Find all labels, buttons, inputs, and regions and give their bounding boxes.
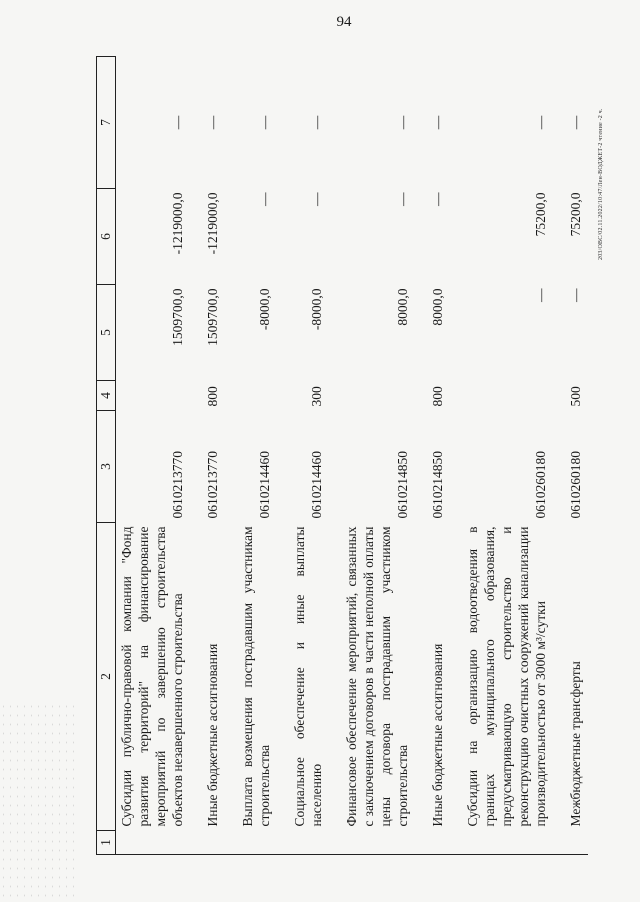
- row-number-cell: [450, 831, 553, 855]
- row-code-cell: 0610214850: [395, 451, 410, 519]
- table-row: [415, 57, 450, 855]
- row-type-cell: [225, 381, 277, 411]
- row-code-cell: 0610213770: [205, 451, 220, 519]
- header-col-4: 4: [97, 381, 116, 411]
- row-value-col7: —: [205, 115, 220, 130]
- budget-table: [96, 56, 588, 855]
- header-col-1: 1: [97, 831, 116, 855]
- table-row: [116, 57, 191, 855]
- row-value-col6: —: [309, 192, 324, 206]
- row-value-col5: 8000,0: [395, 288, 410, 326]
- table-row: [450, 57, 553, 855]
- rotated-table-wrapper: [96, 57, 583, 855]
- row-name-cell: Выплата возмещения пострадавшим участникам строительства: [240, 526, 272, 827]
- row-value-col7: —: [395, 115, 410, 130]
- row-type-cell: 300: [309, 386, 324, 407]
- row-value-col5: 8000,0: [430, 288, 445, 326]
- row-value-col5: -8000,0: [257, 288, 272, 331]
- row-type-cell: 800: [430, 386, 445, 407]
- row-value-col6: 75200,0: [533, 192, 548, 237]
- table-row: [329, 57, 415, 855]
- row-value-col5: —: [568, 288, 583, 302]
- header-col-2: 2: [97, 523, 116, 831]
- table-row: [553, 57, 588, 855]
- table-row: [190, 57, 225, 855]
- document-footer-code: 203/ОВС/02.11.2022/10:47/Лен-ВОДЖЕТ-2 чтение -2 ч.: [598, 108, 604, 260]
- row-code-cell: 0610213770: [170, 451, 185, 519]
- row-number-cell: [225, 831, 277, 855]
- row-value-col7: —: [309, 115, 324, 130]
- row-name-cell: Субсидии публично-правовой компании "Фонд развития территорий" на финансирование мероприятий по завершению строительства объектов незавершенного строительства: [119, 526, 185, 827]
- row-name-cell: Социальное обеспечение и иные выплаты населению: [292, 526, 324, 827]
- row-value-col6: -1219000,0: [205, 192, 220, 255]
- row-value-col7: —: [568, 115, 583, 130]
- row-value-col7: —: [430, 115, 445, 130]
- row-value-col6: 75200,0: [568, 192, 583, 237]
- row-name-cell: Иные бюджетные ассигнования: [205, 643, 220, 827]
- header-col-7: 7: [97, 57, 116, 189]
- page-number: 94: [336, 14, 352, 30]
- row-value-col7: —: [257, 115, 272, 130]
- row-value-col6: -1219000,0: [170, 192, 185, 255]
- row-value-col6: —: [430, 192, 445, 206]
- row-value-col7: —: [170, 115, 185, 130]
- row-number-cell: [190, 831, 225, 855]
- row-type-cell: [450, 381, 553, 411]
- row-name-cell: Финансовое обеспечение мероприятий, связанных с заключением договоров в части неполной оплаты цены договора пострадавшим участником строительства: [344, 526, 410, 827]
- row-value-col5: 1509700,0: [170, 288, 185, 346]
- row-value-col5: -8000,0: [309, 288, 324, 331]
- row-code-cell: 0610214850: [430, 451, 445, 519]
- row-code-cell: 0610214460: [257, 451, 272, 519]
- row-number-cell: [116, 831, 191, 855]
- row-value-col5: 1509700,0: [205, 288, 220, 346]
- row-type-cell: 800: [205, 386, 220, 407]
- row-code-cell: 0610214460: [309, 451, 324, 519]
- row-name-cell: Иные бюджетные ассигнования: [430, 643, 445, 827]
- row-number-cell: [415, 831, 450, 855]
- row-value-col6: —: [257, 192, 272, 206]
- row-code-cell: 0610260180: [568, 451, 583, 519]
- header-col-3: 3: [97, 411, 116, 523]
- row-value-col7: —: [533, 115, 548, 130]
- row-number-cell: [277, 831, 329, 855]
- row-value-col5: —: [533, 288, 548, 302]
- header-col-6: 6: [97, 189, 116, 285]
- row-name-cell: Субсидии на организацию водоотведения в границах муниципального образования, предусматривающую строительство и реконструкцию очистных сооружений канализации производительностью от 3000 м³/сутки: [465, 526, 548, 827]
- row-type-cell: [329, 381, 415, 411]
- table-header-row: [97, 57, 116, 855]
- row-type-cell: [116, 381, 191, 411]
- scan-noise: [0, 702, 80, 902]
- row-code-cell: 0610260180: [533, 451, 548, 519]
- row-name-cell: Межбюджетные трансферты: [568, 661, 583, 827]
- row-number-cell: [553, 831, 588, 855]
- table-row: [277, 57, 329, 855]
- header-col-5: 5: [97, 285, 116, 381]
- row-type-cell: 500: [568, 386, 583, 407]
- row-number-cell: [329, 831, 415, 855]
- row-value-col6: —: [395, 192, 410, 206]
- table-row: [225, 57, 277, 855]
